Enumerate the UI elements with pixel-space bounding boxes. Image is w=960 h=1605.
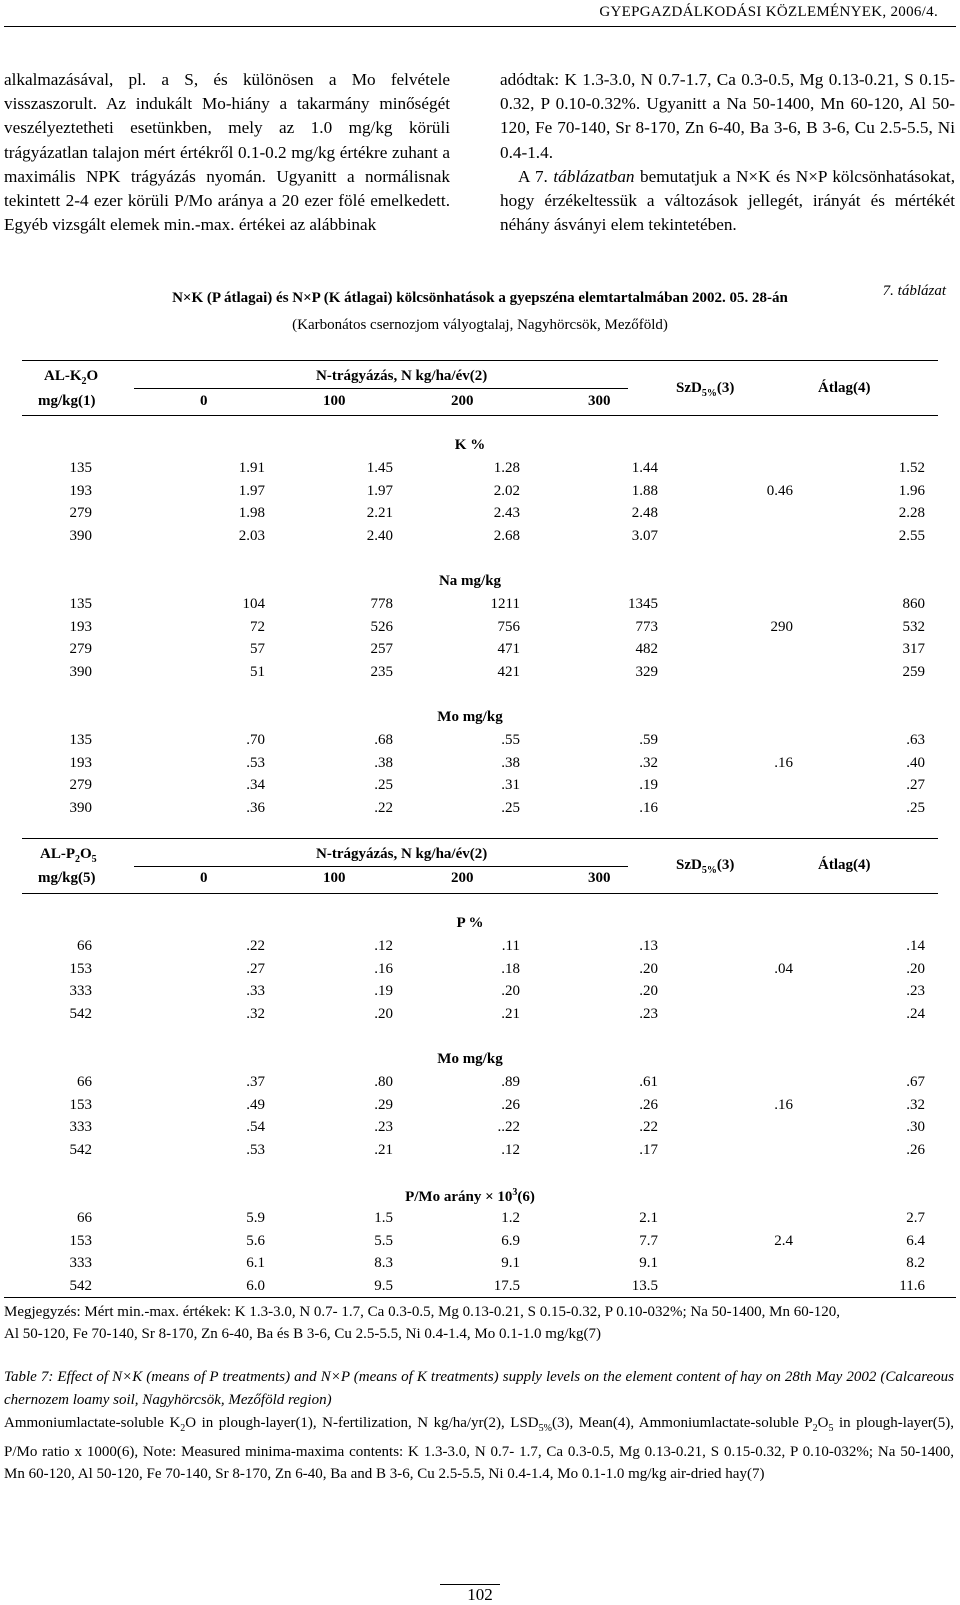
table-cell: 1.88 — [631, 482, 658, 499]
table-cell: 8.2 — [906, 1255, 925, 1272]
table1-szd-header: SzD$_{5\%}$(3) — [676, 380, 735, 399]
table-cell: 9.1 — [639, 1255, 658, 1272]
table-cell: 860 — [902, 596, 925, 612]
section-title: K % — [454, 437, 486, 453]
table-row-label: 333 — [69, 1255, 92, 1272]
table-cell: .16 — [374, 960, 393, 977]
table-cell: 0.46 — [766, 482, 793, 499]
table-row-label: 135 — [69, 596, 92, 612]
table-row-label: 390 — [69, 664, 92, 681]
table-cell: .55 — [501, 732, 520, 748]
table-cell: 57 — [250, 641, 265, 658]
english-legend: Ammoniumlactate-soluble $K_2O$ in plough-layer(1), N-fertilization, N kg/ha/yr(2), $LSD_{5\%}(3)$, Mean(4), Ammoniumlactate-soluble $P_2O_5$ in plough-layer(5), P/Mo ratio x 1000(6), Note: Measured minima-maxima contents: K 1.3-3.0, N 0.7- 1.7, Ca 0.3-0.5, Mg 0.13-0.21, S 0.15-0.32, P 0.10-032%; Na 50-1400, Mn 60-120, Al 50-120, Fe 70-140, Sr 8-170, Zn 6-40, Ba and B 3-6, Cu 2.5-5.5, Ni 0.4-1.4, Mo 0.1-1.0 mg/kg air-dried hay(7) — [4, 1415, 955, 1482]
table-row-label: 542 — [69, 1006, 92, 1023]
table1-n-rule — [134, 388, 628, 389]
right-column — [500, 68, 955, 237]
table2-n-level-100: 100 — [323, 870, 346, 886]
table-cell: .38 — [501, 754, 520, 771]
table-cell: 9.1 — [501, 1255, 520, 1272]
table-cell: .80 — [374, 1074, 393, 1090]
table-cell: .53 — [246, 754, 265, 771]
table2-col1-header: $AL-P_2O_5$ — [40, 846, 97, 865]
table-cell: 2.28 — [898, 505, 925, 522]
table-note-line-1: Megjegyzés: Mért min.-max. értékek: K 1.3-3.0, N 0.7- 1.7, Ca 0.3-0.5, Mg 0.13-0.21, S 0.15-0.32, P 0.10-032%; Na 50-1400, Mn 60-120, — [4, 1304, 841, 1320]
header-rule — [4, 26, 956, 27]
table-cell: .14 — [906, 938, 925, 954]
table-cell: .19 — [639, 777, 658, 794]
table-cell: 2.7 — [906, 1210, 925, 1226]
table-cell: .31 — [501, 777, 520, 794]
table-row-label: 135 — [69, 732, 92, 748]
table-cell: 2.21 — [366, 505, 393, 522]
table-cell: .18 — [501, 960, 520, 977]
table1-n-level-300: 300 — [588, 393, 611, 409]
table-cell: 1.28 — [493, 460, 520, 476]
table-cell: .20 — [639, 960, 658, 977]
table-cell: 104 — [242, 596, 265, 612]
table-row-label: 542 — [69, 1278, 92, 1295]
table-cell: .67 — [906, 1074, 925, 1090]
table-cell: .32 — [246, 1006, 265, 1023]
table-cell: 1.5 — [374, 1210, 393, 1226]
table-cell: 778 — [370, 596, 393, 612]
table-cell: 526 — [370, 618, 393, 635]
table-row-label: 279 — [69, 641, 92, 658]
table-row-label: 333 — [69, 1119, 92, 1136]
table-cell: 1.2 — [501, 1210, 520, 1226]
table-row-label: 66 — [77, 1210, 92, 1226]
table-cell: 6.4 — [906, 1232, 925, 1249]
table-end-rule — [4, 1297, 956, 1298]
table-cell: .23 — [374, 1119, 393, 1136]
table-row-label: 333 — [69, 983, 92, 1000]
table-cell: 13.5 — [631, 1278, 658, 1295]
table-cell: 7.7 — [639, 1232, 658, 1249]
table-row-label: 153 — [69, 960, 92, 977]
table-cell: 2.4 — [774, 1232, 793, 1249]
page-number: 102 — [467, 1585, 493, 1604]
table-cell: 259 — [902, 664, 925, 681]
table-row-label: 390 — [69, 800, 92, 817]
right-paragraph: adódtak: K 1.3-3.0, N 0.7-1.7, Ca 0.3-0.5, Mg 0.13-0.21, S 0.15-0.32, P 0.10-0.32%. Ugyanitt a Na 50-1400, Mn 60-120, Al 50-120, Fe 70-140, Sr 8-170, Zn 6-40, Ba 3-6, B 3-6, Cu 2.5-5.5, Ni 0.4-1.4. — [500, 70, 955, 162]
table-row-label: 153 — [69, 1232, 92, 1249]
section-title: Na mg/kg — [438, 573, 502, 589]
table-cell: .89 — [501, 1074, 520, 1090]
table-cell: .19 — [374, 983, 393, 1000]
table-cell: .17 — [639, 1142, 658, 1159]
table2-n-level-200: 200 — [451, 870, 474, 886]
table1-n-title: N-trágyázás, N kg/ha/év(2) — [316, 368, 488, 384]
table-cell: .04 — [774, 960, 793, 977]
table-cell: .13 — [639, 938, 658, 954]
table-cell: .37 — [246, 1074, 265, 1090]
table-cell: 2.48 — [631, 505, 658, 522]
section-title: P % — [456, 915, 484, 931]
table-cell: .32 — [906, 1096, 925, 1113]
table1-n-level-200: 200 — [451, 393, 474, 409]
table-cell: 8.3 — [374, 1255, 393, 1272]
table-cell: 1.44 — [631, 460, 658, 476]
left-column — [4, 68, 450, 237]
table-cell: 51 — [250, 664, 265, 681]
table-cell: 290 — [770, 618, 793, 635]
table2-bottom-rule — [22, 893, 938, 894]
table-cell: .49 — [246, 1096, 265, 1113]
table-row-label: 542 — [69, 1142, 92, 1159]
table-cell: 773 — [635, 618, 658, 635]
table1-col1-header: $AL-K_2O$ — [44, 368, 99, 387]
table-cell: 1.45 — [366, 460, 393, 476]
table-cell: .40 — [906, 754, 925, 771]
table-cell: .22 — [639, 1119, 658, 1136]
table-cell: .29 — [374, 1096, 393, 1113]
table-cell: 317 — [902, 641, 925, 658]
table-row-label: 279 — [69, 777, 92, 794]
table-row-label: 153 — [69, 1096, 92, 1113]
table-cell: ..22 — [497, 1119, 520, 1136]
table-cell: 2.40 — [366, 528, 393, 545]
left-paragraph: alkalmazásával, pl. a S, és különösen a Mo felvétele visszaszorult. Az indukált Mo-hiány a takarmány minőségét veszélyeztetheti esetünkben, mely az 1.0 mg/kg körüli trágyázatlan talajon mért értékről 0.1-0.2 mg/kg értékre zuhant a maximális NPK trágyázás nyomán. Ugyanitt a normálisnak tekintett 2-4 ezer körüli P/Mo aránya a 20 ezer fölé emelkedett. Egyéb vizsgált elemek min.-max. értékei az alábbinak — [4, 70, 450, 235]
table-caption-subtitle: (Karbonátos csernozjom vályogtalaj, Nagyhörcsök, Mezőföld) — [292, 317, 668, 333]
table-cell: 235 — [370, 664, 393, 681]
table-cell: .20 — [374, 1006, 393, 1023]
table2-n-level-0: 0 — [200, 870, 208, 886]
table1-atlag-header: Átlag(4) — [818, 380, 871, 396]
table-row-label: 193 — [69, 754, 92, 771]
table-cell: .63 — [906, 732, 925, 748]
table-cell: .23 — [639, 1006, 658, 1023]
table-cell: .54 — [246, 1119, 265, 1136]
table-cell: 1.52 — [898, 460, 925, 476]
table-note — [4, 1301, 954, 1345]
table-row-label: 390 — [69, 528, 92, 545]
table-cell: .68 — [374, 732, 393, 748]
table2-n-rule — [134, 866, 628, 867]
table-cell: 72 — [250, 618, 265, 635]
table-cell: .20 — [906, 960, 925, 977]
table-row-label: 135 — [69, 460, 92, 476]
table-cell: 1.97 — [366, 482, 393, 499]
table-cell: .23 — [906, 983, 925, 1000]
table-cell: .16 — [639, 800, 658, 817]
table-ref-italic: táblázatban — [547, 166, 635, 186]
table-cell: .16 — [774, 754, 793, 771]
table-cell: 329 — [635, 664, 658, 681]
table-cell: .26 — [639, 1096, 658, 1113]
table-cell: .26 — [906, 1142, 925, 1159]
table-cell: 1345 — [628, 596, 658, 612]
table-cell: .34 — [246, 777, 265, 794]
table-note-line-2: Al 50-120, Fe 70-140, Sr 8-170, Zn 6-40, Ba és B 3-6, Cu 2.5-5.5, Ni 0.4-1.4, Mo 0.1-1.0 mg/kg(7) — [4, 1326, 602, 1342]
table2-n-level-300: 300 — [588, 870, 611, 886]
table-cell: .12 — [501, 1142, 520, 1159]
table-cell: 2.1 — [639, 1210, 658, 1226]
table-cell: .25 — [906, 800, 925, 817]
table-cell: 532 — [902, 618, 925, 635]
table1-col1-header-unit: mg/kg(1) — [38, 393, 96, 409]
table-cell: 17.5 — [493, 1278, 520, 1295]
table-cell: 6.0 — [246, 1278, 265, 1295]
table-cell: .53 — [246, 1142, 265, 1159]
table-cell: 257 — [370, 641, 393, 658]
table-row-label: 66 — [77, 1074, 92, 1090]
table-cell: .22 — [374, 800, 393, 817]
table-cell: 421 — [497, 664, 520, 681]
table-cell: 2.02 — [493, 482, 520, 499]
table2-szd-header: SzD$_{5\%}$(3) — [676, 857, 735, 876]
table-cell: 1211 — [490, 596, 520, 612]
table-cell: .26 — [501, 1096, 520, 1113]
table-row-label: 279 — [69, 505, 92, 522]
table-cell: .36 — [246, 800, 265, 817]
table-row-label: 66 — [77, 938, 92, 954]
table-cell: 5.6 — [246, 1232, 265, 1249]
table-cell: .21 — [501, 1006, 520, 1023]
table-row-label: 193 — [69, 618, 92, 635]
table-cell: 2.55 — [898, 528, 925, 545]
table-cell: .16 — [774, 1096, 793, 1113]
table-cell: 482 — [635, 641, 658, 658]
table-cell: 2.43 — [493, 505, 520, 522]
table-row-label: 193 — [69, 482, 92, 499]
table-cell: 3.07 — [631, 528, 658, 545]
section-title: P/Mo arány × $10^3(6)$ — [405, 1187, 535, 1205]
table-cell: .61 — [639, 1074, 658, 1090]
table-cell: .38 — [374, 754, 393, 771]
running-header: GYEPGAZDÁLKODÁSI KÖZLEMÉNYEK, 2006/4. — [599, 4, 938, 20]
table-cell: .12 — [374, 938, 393, 954]
table2-top-rule — [22, 838, 938, 839]
table-cell: 1.98 — [238, 505, 265, 522]
table2-atlag-header: Átlag(4) — [818, 857, 871, 873]
table-cell: 1.96 — [898, 482, 925, 499]
table-cell: 1.97 — [238, 482, 265, 499]
table-cell: .20 — [639, 983, 658, 1000]
table-cell: 5.9 — [246, 1210, 265, 1226]
right-paragraph-2 — [500, 165, 955, 238]
table-cell: .22 — [246, 938, 265, 954]
table1-top-rule — [22, 360, 938, 361]
section-title: Mo mg/kg — [437, 709, 503, 725]
table2-col1-header-unit: mg/kg(5) — [38, 870, 96, 886]
table-cell: .59 — [639, 732, 658, 748]
table-cell: .25 — [374, 777, 393, 794]
table-cell: 2.68 — [493, 528, 520, 545]
table1-n-level-100: 100 — [323, 393, 346, 409]
table-cell: 11.6 — [899, 1278, 925, 1295]
table-cell: .32 — [639, 754, 658, 771]
table-cell: 6.1 — [246, 1255, 265, 1272]
table-cell: .20 — [501, 983, 520, 1000]
table-cell: .25 — [501, 800, 520, 817]
table1-n-level-0: 0 — [200, 393, 208, 409]
table-cell: 2.03 — [238, 528, 265, 545]
table-cell: 5.5 — [374, 1232, 393, 1249]
table-cell: .27 — [246, 960, 265, 977]
section-title: Mo mg/kg — [437, 1051, 503, 1067]
table-cell: 756 — [497, 618, 520, 635]
table-cell: .30 — [906, 1119, 925, 1136]
table-ref-rest: bemutatjuk a N×K és N×P kölcsönhatásokat, hogy érzékeltessük a változások jellegét, irányát és mértékét néhány ásványi elem tekintetében. — [500, 166, 955, 235]
table2-n-title: N-trágyázás, N kg/ha/év(2) — [316, 846, 488, 862]
table-caption-title: N×K (P átlagai) és N×P (K átlagai) kölcsönhatások a gyepszéna elemtartalmában 2002. 05. 28-án — [172, 290, 788, 306]
table-cell: .27 — [906, 777, 925, 794]
table-cell: .21 — [374, 1142, 393, 1159]
table-cell: 1.91 — [238, 460, 265, 476]
table-cell: .33 — [246, 983, 265, 1000]
table-cell: .24 — [906, 1006, 925, 1023]
table1-bottom-rule — [22, 415, 938, 416]
english-caption: Table 7: Effect of N×K (means of P treatments) and N×P (means of K treatments) supply levels on the element content of hay on 28th May 2002 (Calcareous chernozem loamy soil, Nagyhörcsök, Mezőföld region) — [4, 1369, 954, 1408]
table-label: 7. táblázat — [882, 283, 946, 299]
table-cell: 471 — [497, 641, 520, 658]
table-cell: .70 — [246, 732, 265, 748]
table-cell: 9.5 — [374, 1278, 393, 1295]
table-cell: .11 — [501, 938, 520, 954]
table-cell: 6.9 — [501, 1232, 520, 1249]
table-ref-prefix: A 7. — [518, 166, 548, 186]
